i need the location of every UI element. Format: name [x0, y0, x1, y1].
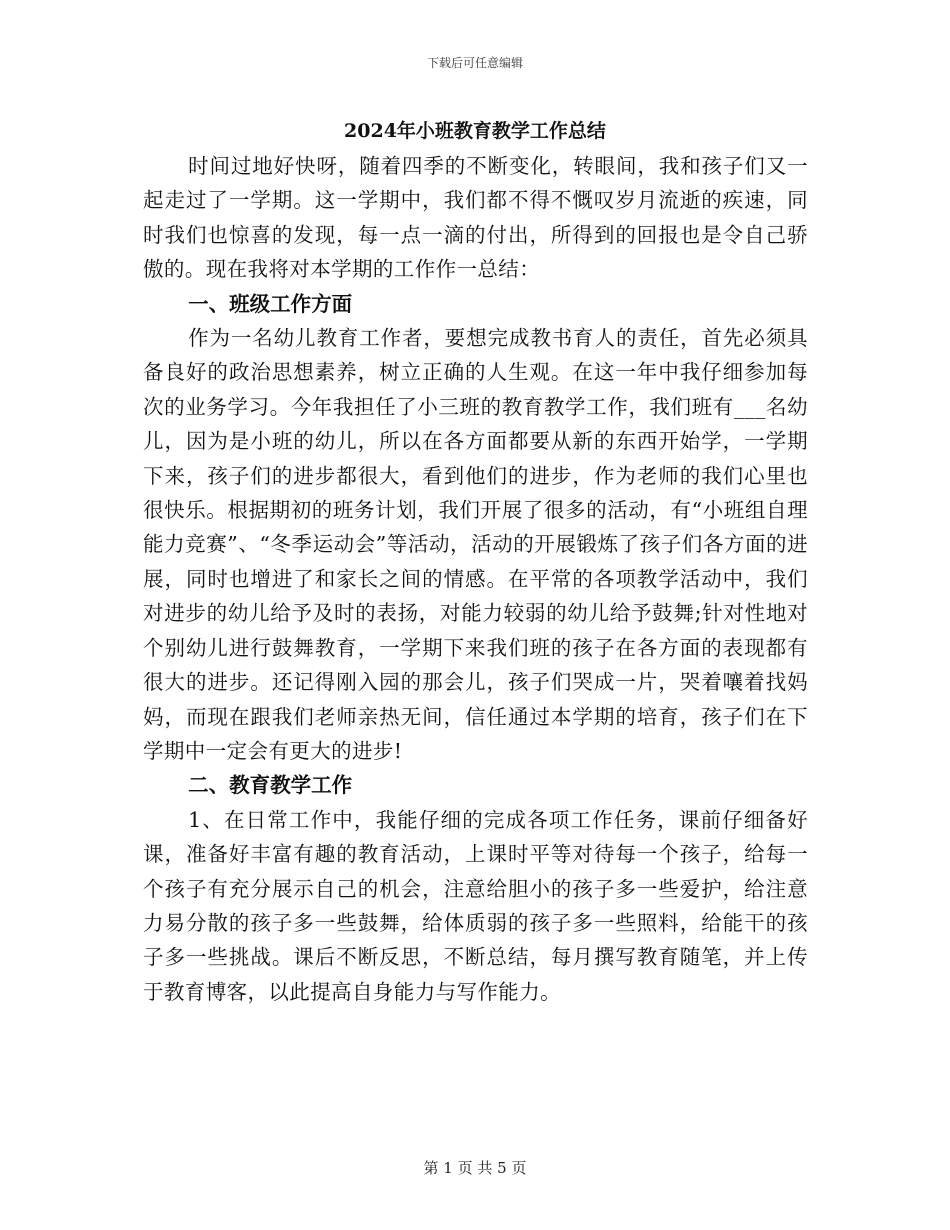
section-heading-class-work: 一、班级工作方面	[188, 291, 353, 316]
document-title: 2024年小班教育教学工作总结	[344, 120, 606, 142]
page-number-footer: 第 1 页 共 5 页	[423, 1159, 527, 1177]
document-body	[143, 149, 808, 1009]
intro-paragraph: 时间过地好快呀，随着四季的不断变化，转眼间，我和孩子们又一起走过了一学期。这一学期中，我们都不得不慨叹岁月流逝的疾速，同时我们也惊喜的发现，每一点一滴的付出，所得到的回报也是令自己骄傲的。现在我将对本学期的工作作一总结：	[143, 154, 808, 282]
class-work-paragraph: 作为一名幼儿教育工作者，要想完成教书育人的责任，首先必须具备良好的政治思想素养，树立正确的人生观。在这一年中我仔细参加每次的业务学习。今年我担任了小三班的教育教学工作，我们班有___名幼儿，因为是小班的幼儿，所以在各方面都要从新的东西开始学，一学期下来，孩子们的进步都很大，看到他们的进步，作为老师的我们心里也很快乐。根据期初的班务计划，我们开展了很多的活动，有“小班组自理能力竞赛”、“冬季运动会”等活动，活动的开展锻炼了孩子们各方面的进展，同时也增进了和家长之间的情感。在平常的各项教学活动中，我们对进步的幼儿给予及时的表扬，对能力较弱的幼儿给予鼓舞;针对性地对个别幼儿进行鼓舞教育，一学期下来我们班的孩子在各方面的表现都有很大的进步。还记得刚入园的那会儿，孩子们哭成一片，哭着嚷着找妈妈，而现在跟我们老师亲热无间，信任通过本学期的培育，孩子们在下学期中一定会有更大的进步!	[143, 326, 808, 763]
section-heading-teaching-work: 二、教育教学工作	[188, 773, 353, 798]
header-note: 下载后可任意编辑	[426, 56, 523, 70]
teaching-work-item-1: 1、在日常工作中，我能仔细的完成各项工作任务，课前仔细备好课，准备好丰富有趣的教育活动，上课时平等对待每一个孩子，给每一个孩子有充分展示自己的机会，注意给胆小的孩子多一些爱护，给注意力易分散的孩子多一些鼓舞，给体质弱的孩子多一些照料，给能干的孩子多一些挑战。课后不断反思，不断总结，每月撰写教育随笔，并上传于教育博客，以此提高自身能力与写作能力。	[143, 807, 808, 1004]
